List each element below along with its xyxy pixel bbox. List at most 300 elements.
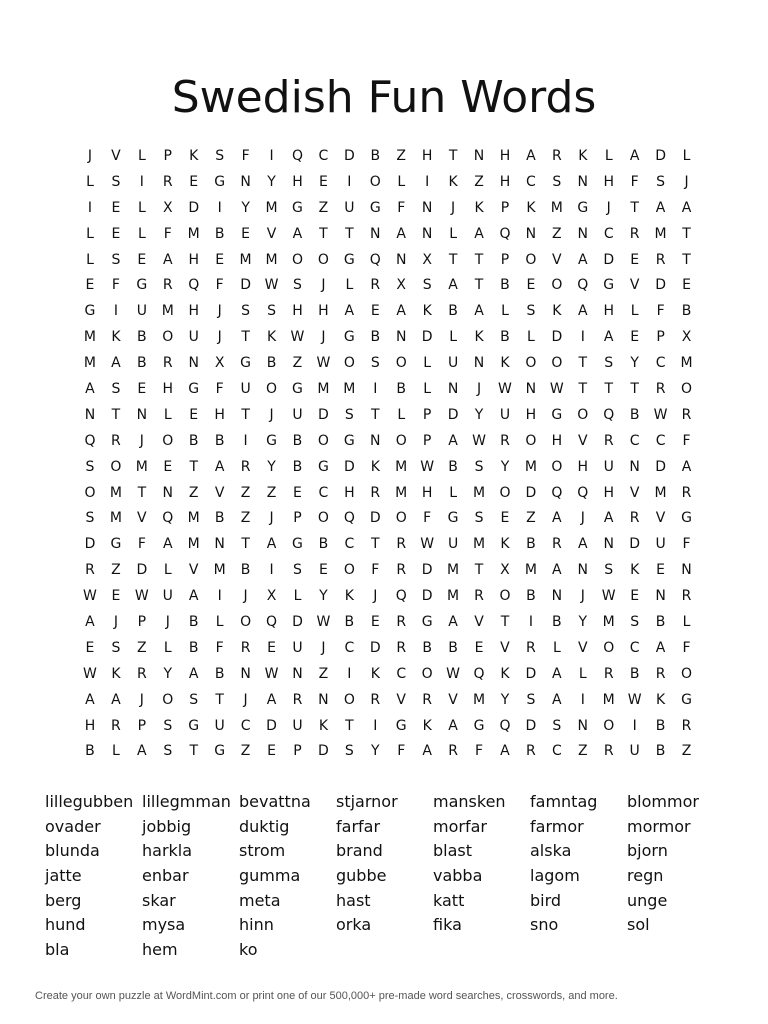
grid-cell: N — [473, 148, 485, 164]
grid-cell: E — [318, 562, 328, 579]
grid-cell: S — [604, 355, 614, 372]
grid-cell: D — [421, 562, 433, 579]
grid-cell: O — [551, 277, 563, 294]
grid-cell: E — [630, 251, 640, 268]
grid-cell: K — [266, 329, 277, 346]
grid-cell: Q — [266, 614, 278, 631]
grid-cell: X — [500, 562, 510, 579]
grid-cell: R — [370, 277, 381, 294]
grid-cell: N — [577, 717, 589, 734]
grid-cell: A — [500, 743, 510, 760]
grid-cell: E — [163, 458, 173, 475]
grid-cell: B — [137, 329, 147, 346]
grid-cell: L — [578, 665, 587, 682]
grid-cell: K — [500, 536, 510, 553]
grid-cell: M — [602, 614, 615, 631]
grid-cell: G — [551, 406, 563, 423]
grid-cell: S — [111, 251, 121, 268]
grid-cell: A — [681, 199, 692, 216]
grid-cell: T — [241, 329, 250, 346]
grid-cell: T — [241, 536, 250, 553]
grid-cell: N — [318, 691, 329, 708]
grid-cell: N — [84, 406, 96, 423]
grid-cell: J — [580, 510, 585, 527]
grid-cell: T — [604, 381, 613, 398]
grid-cell: D — [655, 458, 666, 475]
grid-cell: B — [188, 614, 199, 631]
grid-cell: B — [526, 536, 536, 553]
grid-cell: Z — [188, 484, 199, 501]
grid-cell: F — [397, 199, 406, 216]
grid-cell: D — [525, 717, 537, 734]
word-bank-item: meta — [239, 890, 281, 910]
grid-cell: B — [214, 432, 225, 449]
grid-cell: R — [292, 691, 303, 708]
grid-cell: E — [293, 484, 302, 501]
grid-cell: C — [551, 743, 562, 760]
word-bank-item: gubbe — [336, 866, 387, 886]
grid-cell: F — [682, 536, 691, 553]
grid-cell: N — [240, 665, 251, 682]
word-bank-item: sno — [530, 915, 559, 935]
grid-cell: B — [655, 743, 666, 760]
grid-cell: Q — [499, 717, 511, 734]
grid-cell: W — [134, 588, 149, 605]
grid-cell: V — [500, 639, 510, 656]
grid-cell: X — [422, 251, 432, 268]
grid-cell: S — [267, 303, 276, 320]
word-bank-item: blommor — [627, 792, 699, 811]
grid-cell: E — [656, 562, 666, 579]
word-bank-item: farfar — [336, 816, 381, 836]
grid-cell: I — [139, 173, 144, 190]
grid-cell: R — [85, 562, 95, 579]
grid-cell: B — [292, 458, 303, 475]
grid-cell: E — [630, 329, 640, 346]
word-bank-item: katt — [433, 890, 465, 910]
grid-row — [77, 688, 700, 714]
grid-cell: S — [293, 562, 302, 579]
grid-cell: K — [422, 717, 432, 734]
grid-cell: H — [188, 303, 199, 320]
grid-cell: U — [655, 536, 666, 553]
grid-cell: A — [655, 199, 666, 216]
grid-cell: F — [397, 743, 406, 760]
grid-cell: B — [681, 303, 692, 320]
grid-cell: R — [681, 406, 692, 423]
word-bank-item: stjarnor — [336, 792, 398, 811]
grid-cell: T — [578, 381, 588, 398]
grid-cell: M — [472, 536, 486, 553]
grid-cell: J — [580, 588, 585, 605]
grid-cell: Q — [162, 510, 174, 527]
grid-cell: T — [448, 251, 458, 268]
grid-cell: Y — [267, 458, 276, 475]
grid-cell: A — [396, 225, 406, 242]
grid-cell: G — [240, 355, 252, 372]
grid-cell: R — [162, 277, 173, 294]
word-bank-item: mysa — [142, 915, 186, 935]
grid-cell: M — [395, 458, 408, 475]
grid-cell: Q — [577, 484, 589, 501]
grid-cell: O — [343, 562, 355, 579]
grid-cell: V — [552, 251, 562, 268]
grid-cell: R — [162, 173, 173, 190]
grid-cell: S — [630, 614, 640, 631]
grid-cell: V — [474, 614, 484, 631]
word-bank-item: strom — [239, 841, 286, 861]
grid-cell: K — [111, 665, 121, 682]
word-bank-item: orka — [336, 915, 372, 935]
grid-cell: L — [345, 277, 354, 294]
grid-cell: I — [217, 199, 222, 216]
grid-cell: E — [189, 406, 199, 423]
word-bank-row — [45, 790, 735, 815]
grid-row — [77, 403, 700, 429]
grid-cell: R — [629, 510, 640, 527]
grid-cell: F — [215, 381, 224, 398]
grid-cell: G — [317, 458, 329, 475]
grid-cell: J — [243, 588, 248, 605]
grid-row — [77, 222, 700, 248]
grid-cell: A — [603, 329, 614, 346]
grid-cell: N — [577, 562, 589, 579]
grid-row — [77, 299, 700, 325]
grid-cell: D — [655, 277, 666, 294]
grid-cell: L — [86, 173, 94, 190]
grid-cell: A — [474, 225, 484, 242]
page-title: Swedish Fun Words — [171, 72, 597, 123]
grid-cell: A — [448, 432, 458, 449]
grid-cell: A — [681, 458, 692, 475]
grid-cell: I — [373, 717, 378, 734]
grid-row — [77, 532, 700, 558]
grid-cell: E — [111, 225, 121, 242]
grid-cell: N — [240, 173, 251, 190]
grid-cell: E — [500, 510, 510, 527]
grid-cell: G — [214, 173, 226, 190]
grid-cell: W — [316, 614, 331, 631]
grid-cell: R — [681, 484, 692, 501]
grid-cell: H — [603, 484, 614, 501]
word-bank-item: hast — [336, 890, 371, 910]
grid-cell: J — [451, 199, 456, 216]
grid-cell: U — [214, 717, 225, 734]
grid-cell: C — [396, 665, 407, 682]
grid-cell: E — [189, 173, 199, 190]
grid-cell: B — [344, 614, 355, 631]
grid-cell: B — [214, 665, 225, 682]
grid-cell: A — [448, 717, 458, 734]
word-bank-item: famntag — [530, 792, 598, 811]
grid-row — [77, 662, 700, 688]
grid-cell: M — [187, 510, 200, 527]
grid-cell: W — [83, 588, 97, 605]
grid-cell: H — [214, 406, 225, 423]
grid-cell: R — [603, 665, 614, 682]
grid-cell: S — [85, 510, 95, 527]
grid-cell: B — [500, 329, 510, 346]
grid-row — [77, 248, 700, 274]
grid-cell: E — [215, 251, 225, 268]
grid-cell: N — [214, 536, 225, 553]
grid-cell: Y — [267, 173, 276, 190]
grid-cell: A — [188, 588, 199, 605]
grid-cell: B — [292, 432, 303, 449]
grid-cell: K — [422, 303, 432, 320]
grid-cell: A — [188, 665, 199, 682]
grid-cell: W — [264, 277, 279, 294]
grid-cell: A — [137, 743, 147, 760]
grid-cell: O — [577, 406, 589, 423]
grid-cell: B — [214, 510, 225, 527]
word-bank-item: mormor — [627, 816, 691, 836]
grid-cell: E — [267, 639, 276, 656]
grid-cell: G — [395, 717, 407, 734]
grid-cell: T — [345, 717, 354, 734]
grid-cell: T — [474, 562, 484, 579]
grid-cell: U — [292, 717, 303, 734]
grid-cell: E — [241, 225, 251, 242]
grid-row — [77, 610, 700, 636]
grid-cell: W — [420, 458, 435, 475]
grid-cell: B — [396, 381, 407, 398]
grid-cell: A — [474, 303, 484, 320]
grid-cell: T — [189, 743, 198, 760]
grid-cell: D — [603, 251, 615, 268]
grid-cell: S — [552, 173, 562, 190]
grid-cell: H — [603, 303, 614, 320]
grid-cell: E — [137, 381, 147, 398]
grid-cell: V — [448, 691, 458, 708]
grid-cell: Z — [552, 225, 562, 242]
grid-cell: C — [318, 148, 329, 164]
grid-cell: D — [292, 614, 303, 631]
grid-cell: A — [448, 277, 458, 294]
grid-cell: Z — [240, 743, 251, 760]
grid-cell: S — [344, 406, 354, 423]
grid-cell: A — [85, 381, 95, 398]
word-search-grid — [77, 144, 700, 765]
grid-cell: O — [499, 484, 511, 501]
grid-cell: N — [525, 381, 537, 398]
grid-cell: R — [396, 562, 407, 579]
grid-cell: P — [137, 614, 147, 631]
grid-cell: P — [163, 148, 172, 164]
grid-cell: C — [603, 225, 614, 242]
grid-cell: O — [551, 355, 563, 372]
grid-row — [77, 273, 700, 299]
grid-cell: R — [655, 251, 666, 268]
word-bank-item: alska — [530, 841, 572, 861]
grid-cell: J — [321, 639, 326, 656]
word-bank-row — [45, 913, 735, 938]
word-bank-item: blast — [433, 841, 473, 861]
grid-cell: D — [655, 148, 666, 164]
grid-cell: J — [217, 329, 222, 346]
grid-cell: C — [318, 484, 329, 501]
grid-cell: Y — [319, 588, 328, 605]
grid-cell: F — [423, 510, 432, 527]
grid-cell: B — [188, 432, 199, 449]
grid-cell: G — [292, 199, 303, 216]
grid-cell: X — [681, 329, 692, 346]
grid-cell: D — [318, 743, 329, 760]
grid-cell: B — [318, 536, 329, 553]
grid-cell: U — [162, 588, 173, 605]
grid-row — [77, 506, 700, 532]
grid-cell: G — [343, 251, 355, 268]
grid-cell: S — [163, 743, 173, 760]
grid-cell: S — [552, 717, 562, 734]
grid-cell: Y — [163, 665, 173, 682]
grid-cell: J — [165, 614, 170, 631]
grid-cell: V — [111, 148, 121, 164]
grid-cell: Y — [500, 458, 510, 475]
grid-cell: L — [163, 562, 172, 579]
grid-cell: O — [525, 251, 537, 268]
grid-cell: J — [139, 432, 144, 449]
grid-cell: M — [135, 458, 148, 475]
grid-cell: C — [655, 432, 666, 449]
grid-row — [77, 739, 700, 765]
word-bank-row — [45, 938, 735, 963]
grid-cell: A — [396, 303, 406, 320]
grid-cell: O — [266, 381, 278, 398]
grid-cell: F — [241, 148, 250, 164]
grid-cell: G — [681, 691, 692, 708]
grid-cell: B — [448, 639, 458, 656]
grid-cell: D — [84, 536, 96, 553]
grid-cell: Z — [318, 665, 329, 682]
grid-cell: D — [240, 277, 251, 294]
grid-cell: N — [655, 588, 666, 605]
grid-cell: A — [85, 691, 95, 708]
grid-cell: U — [136, 303, 147, 320]
grid-cell: O — [369, 173, 381, 190]
grid-cell: B — [240, 562, 251, 579]
grid-cell: L — [682, 614, 691, 631]
grid-cell: F — [630, 173, 639, 190]
grid-cell: A — [552, 691, 562, 708]
grid-row — [77, 584, 700, 610]
grid-cell: T — [371, 406, 380, 423]
grid-cell: T — [630, 381, 639, 398]
grid-cell: L — [137, 199, 146, 216]
grid-cell: S — [474, 510, 484, 527]
grid-cell: G — [188, 717, 200, 734]
grid-cell: O — [291, 251, 303, 268]
grid-cell: D — [343, 148, 355, 164]
grid-cell: Q — [343, 510, 355, 527]
grid-cell: R — [681, 588, 692, 605]
grid-cell: V — [577, 432, 588, 449]
grid-cell: L — [449, 484, 457, 501]
grid-cell: I — [373, 381, 378, 398]
grid-cell: R — [396, 639, 407, 656]
grid-cell: L — [215, 614, 224, 631]
grid-cell: R — [422, 691, 433, 708]
grid-cell: W — [549, 381, 564, 398]
grid-cell: L — [423, 381, 432, 398]
grid-cell: M — [524, 458, 537, 475]
grid-cell: S — [189, 691, 199, 708]
grid-cell: N — [447, 381, 459, 398]
word-bank-item: farmor — [530, 816, 584, 836]
grid-cell: M — [239, 251, 252, 268]
grid-cell: S — [474, 458, 484, 475]
grid-cell: T — [474, 251, 484, 268]
grid-cell: S — [85, 458, 95, 475]
grid-cell: O — [603, 639, 615, 656]
grid-cell: J — [373, 588, 378, 605]
grid-cell: C — [526, 173, 536, 190]
grid-cell: N — [473, 355, 485, 372]
grid-cell: F — [111, 277, 120, 294]
word-bank-item: hem — [142, 940, 178, 960]
grid-row — [77, 429, 700, 455]
grid-cell: M — [109, 484, 122, 501]
grid-cell: L — [527, 329, 535, 346]
grid-cell: M — [83, 329, 97, 346]
grid-row — [77, 558, 700, 584]
word-bank — [45, 790, 735, 963]
grid-cell: M — [187, 225, 200, 242]
grid-cell: O — [681, 665, 693, 682]
grid-cell: R — [162, 355, 173, 372]
grid-cell: F — [163, 225, 172, 242]
grid-cell: V — [137, 510, 147, 527]
grid-cell: P — [500, 199, 510, 216]
grid-cell: I — [269, 562, 274, 579]
grid-cell: Q — [84, 432, 96, 449]
grid-cell: B — [629, 406, 640, 423]
word-bank-item: bird — [530, 890, 562, 910]
grid-cell: E — [318, 173, 328, 190]
grid-cell: J — [269, 510, 274, 527]
grid-cell: Q — [188, 277, 200, 294]
grid-cell: A — [526, 148, 536, 164]
grid-cell: R — [474, 588, 484, 605]
grid-cell: L — [112, 743, 120, 760]
word-bank-row — [45, 839, 735, 864]
grid-cell: T — [448, 148, 458, 164]
grid-cell: D — [188, 199, 200, 216]
grid-cell: P — [137, 717, 147, 734]
grid-cell: Y — [241, 199, 250, 216]
grid-cell: N — [395, 251, 407, 268]
grid-cell: I — [580, 691, 585, 708]
grid-row — [77, 325, 700, 351]
grid-cell: A — [552, 510, 562, 527]
grid-cell: G — [84, 303, 96, 320]
grid-cell: N — [421, 225, 433, 242]
grid-cell: Z — [266, 484, 277, 501]
grid-cell: N — [629, 458, 640, 475]
grid-cell: M — [187, 536, 200, 553]
grid-cell: R — [240, 639, 251, 656]
grid-cell: M — [654, 225, 667, 242]
grid-cell: O — [395, 432, 407, 449]
grid-cell: O — [525, 355, 537, 372]
grid-cell: L — [682, 148, 691, 164]
word-bank-row — [45, 889, 735, 914]
grid-cell: U — [292, 406, 303, 423]
grid-cell: W — [472, 432, 486, 449]
grid-cell: N — [681, 562, 692, 579]
grid-cell: T — [682, 251, 691, 268]
grid-cell: A — [266, 536, 277, 553]
